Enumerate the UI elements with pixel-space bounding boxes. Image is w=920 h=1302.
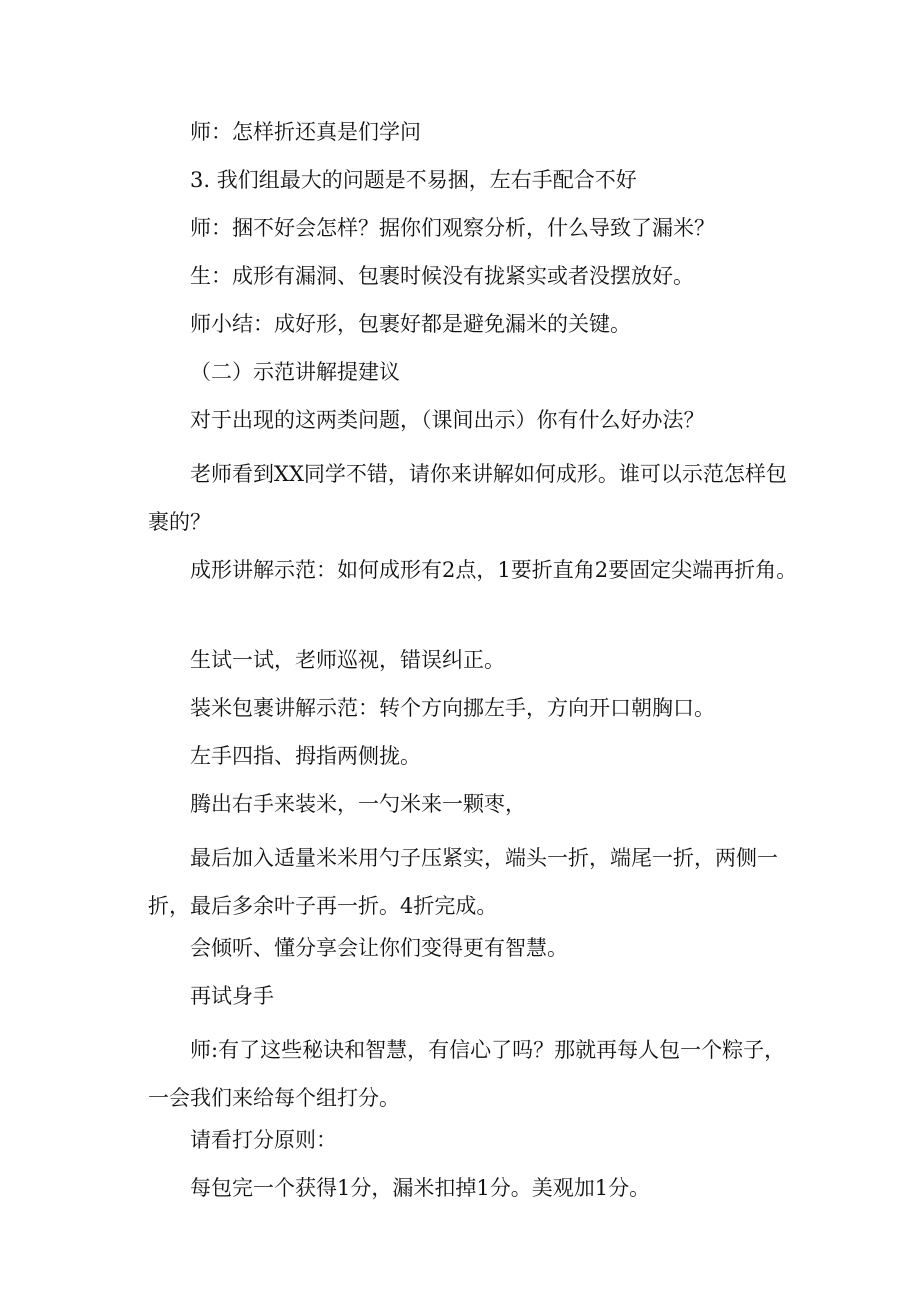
paragraph-14: 会倾听、懂分享会让你们变得更有智慧。	[190, 936, 568, 960]
paragraph-13: 最后加入适量米米用勺子压紧实，端头一折，端尾一折，两侧一折，最后多余叶子再一折。4折完成。	[148, 846, 778, 918]
paragraph-9: 生试一试，老师巡视，错误纠正。	[190, 648, 505, 672]
paragraph-11: 左手四指、拇指两侧拢。	[190, 744, 421, 768]
paragraph-5: 师小结：成好形，包裹好都是避免漏米的关键。	[190, 312, 631, 336]
paragraph-15: 师:有了这些秘诀和智慧，有信心了吗？那就再每人包一个粽子，一会我们来给每个组打分。	[148, 1038, 786, 1110]
paragraph-10: 装米包裹讲解示范：转个方向挪左手，方向开口朝胸口。	[190, 696, 715, 720]
paragraph-7: 老师看到XX同学不错，请你来讲解如何成形。谁可以示范怎样包裹的？	[148, 462, 787, 534]
paragraph-17: 每包完一个获得1分，漏米扣掉1分。美观加1分。	[190, 1176, 651, 1200]
paragraph-16: 请看打分原则：	[190, 1128, 337, 1152]
paragraph-6: 对于出现的这两类问题，（课间出示）你有什么好办法？	[190, 408, 705, 432]
paragraph-4: 生：成形有漏洞、包裹时候没有拢紧实或者没摆放好。	[190, 264, 694, 288]
paragraph-1: 师：怎样折还真是们学问	[190, 120, 421, 144]
paragraph-3: 师：捆不好会怎样？据你们观察分析，什么导致了漏米？	[190, 216, 715, 240]
paragraph-2: 3. 我们组最大的问题是不易捆，左右手配合不好	[190, 168, 637, 192]
subheading-retry: 再试身手	[190, 984, 274, 1008]
section-heading: （二）示范讲解提建议	[190, 360, 400, 384]
paragraph-8: 成形讲解示范：如何成形有2点，1要折直角2要固定尖端再折角。	[190, 558, 798, 582]
paragraph-12: 腾出右手来装米，一勺米来一颗枣，	[190, 792, 526, 816]
